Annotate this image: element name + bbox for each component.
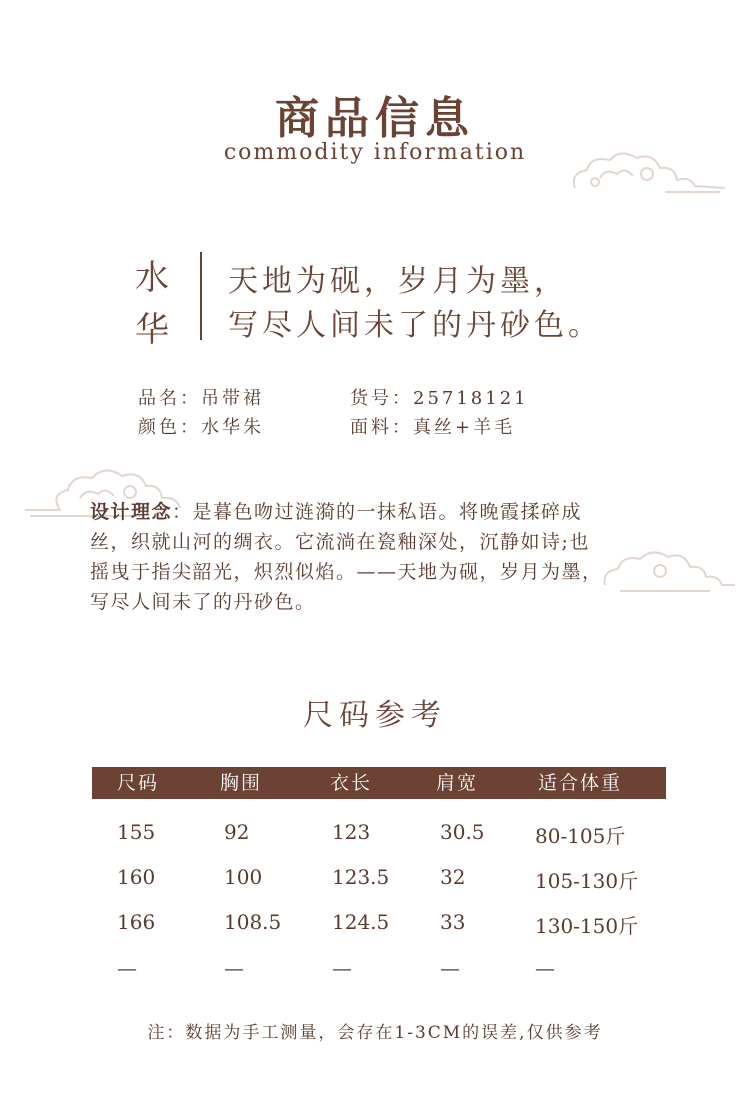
name-char: 水	[135, 258, 169, 298]
table-cell: 32	[440, 865, 466, 889]
page-title: 商品信息	[275, 93, 475, 144]
name-char: 华	[135, 310, 169, 350]
table-cell: 130-150斤	[535, 914, 639, 938]
table-cell: 80-105斤	[535, 824, 626, 848]
product-name-vertical	[135, 252, 175, 356]
table-cell: 33	[440, 910, 466, 934]
table-cell: 108.5	[224, 910, 282, 934]
table-cell: 92	[224, 820, 250, 844]
measurement-note: 注：数据为手工测量，会存在1-3CM的误差,仅供参考	[147, 1023, 603, 1043]
table-cell: 160	[117, 865, 156, 889]
header-size: 尺码	[117, 772, 160, 794]
info-color: 颜色：水华朱	[138, 417, 264, 438]
page-subtitle: commodity information	[223, 140, 527, 165]
table-cell: —	[440, 956, 460, 980]
design-line-2: 丝，织就山河的绸衣。它流淌在瓷釉深处，沉静如诗;也	[90, 531, 590, 553]
design-label: 设计理念	[90, 501, 173, 523]
table-cell: 105-130斤	[535, 869, 639, 893]
poem-line-2: 写尽人间未了的丹砂色。	[228, 308, 602, 343]
table-cell: 30.5	[440, 820, 485, 844]
table-cell: 155	[117, 820, 156, 844]
info-item-number: 货号：25718121	[350, 388, 529, 409]
size-chart-title: 尺码参考	[303, 698, 447, 733]
poem-line-1: 天地为砚，岁月为墨，	[228, 264, 568, 299]
design-line-3: 摇曳于指尖韶光，炽烈似焰。——天地为砚，岁月为墨，	[90, 561, 603, 583]
table-cell: 166	[117, 910, 156, 934]
table-cell: —	[117, 956, 137, 980]
table-cell: —	[332, 956, 352, 980]
header-length: 衣长	[330, 772, 373, 794]
design-line-4: 写尽人间未了的丹砂色。	[90, 591, 316, 613]
header-weight: 适合体重	[538, 772, 623, 794]
poem-divider	[200, 252, 202, 340]
table-cell: 123	[332, 820, 371, 844]
size-table-header	[92, 767, 666, 799]
table-cell: —	[224, 956, 244, 980]
header-shoulder: 肩宽	[436, 772, 479, 794]
table-cell: 100	[224, 865, 263, 889]
table-cell: 124.5	[332, 910, 390, 934]
table-cell: 123.5	[332, 865, 390, 889]
table-cell: —	[535, 956, 555, 980]
design-line-1: 设计理念：是暮色吻过涟漪的一抹私语。将晚霞揉碎成	[90, 501, 583, 523]
info-product-name: 品名：吊带裙	[138, 388, 264, 409]
header-bust: 胸围	[220, 772, 263, 794]
info-fabric: 面料：真丝+羊毛	[350, 417, 516, 438]
design-concept	[90, 497, 680, 617]
